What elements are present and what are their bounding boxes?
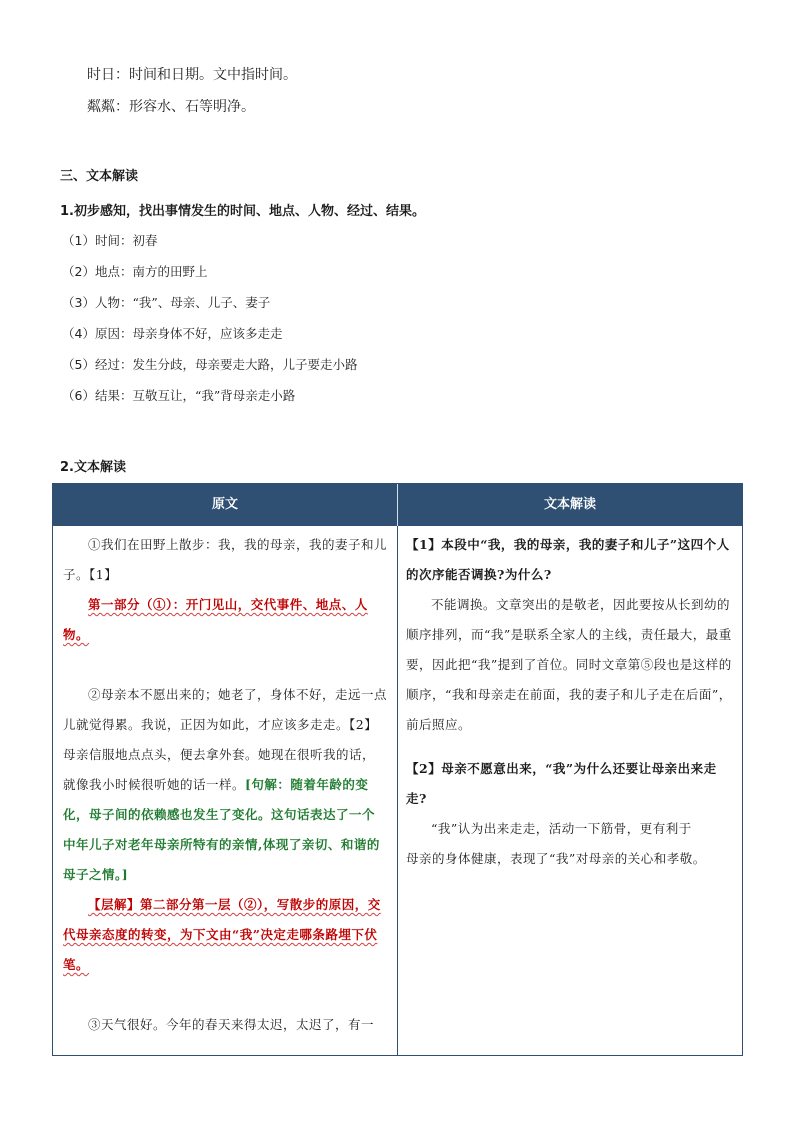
fact-list bbox=[62, 232, 357, 418]
answer-1: 不能调换。文章突出的是敬老，因此要按从长到幼的顺序排列，而“我”是联系全家人的主线，责任最大，最重要，因此把“我”提到了首位。同时文章第⑤段也是这样的顺序，“我和母亲走在前面，我的妻子和儿子走在后面”，前后照应。 bbox=[406, 597, 732, 732]
answer-2-line-2: 母亲的身体健康，表现了“我”对母亲的关心和孝敬。 bbox=[406, 851, 706, 866]
question-2-heading: 2.文本解读 bbox=[60, 460, 126, 475]
paragraph-2: ②母亲本不愿出来的；她老了，身体不好，走远一点儿就觉得累。我说，正因为如此，才应该多走走。【2】母亲信服地点点头，便去拿外套。她现在很听我的话，就像我小时候很听她的话一样。[句解：随着年龄的变化，母子间的依赖感也发生了变化。这句话表达了一个中年儿子对老年母亲所特有的亲情,体现了亲切、和谐的母子之情。] bbox=[63, 687, 388, 882]
table-header bbox=[53, 484, 742, 526]
glossary-item: 时日：时间和日期。文中指时间。 bbox=[87, 67, 297, 83]
column-header-interpretation: 文本解读 bbox=[543, 497, 596, 512]
layer-note: 【层解】第二部分第一层（②），写散步的原因，交代母亲态度的转变，为下文由“我”决定走哪条路埋下伏笔。 bbox=[63, 897, 381, 972]
glossary-term: 粼粼 bbox=[87, 99, 115, 115]
question-1-heading: 1.初步感知，找出事情发生的时间、地点、人物、经过、结果。 bbox=[60, 204, 425, 219]
original-text-cell bbox=[53, 526, 397, 1056]
interpretation-cell bbox=[398, 526, 742, 1056]
sentence-note: [句解：随着年龄的变化，母子间的依赖感也发生了变化。这句话表达了一个中年儿子对老年母亲所特有的亲情,体现了亲切、和谐的母子之情。] bbox=[63, 777, 380, 882]
part-note-1: 第一部分（①）：开门见山，交代事件、地点、人物。 bbox=[63, 597, 368, 642]
question-2: 【2】母亲不愿意出来，“我”为什么还要让母亲出来走走? bbox=[406, 761, 717, 806]
glossary-definition: 时间和日期。文中指时间。 bbox=[129, 67, 297, 83]
fact-item: （3）人物：“我”、母亲、儿子、妻子 bbox=[62, 295, 271, 310]
fact-item: （2）地点：南方的田野上 bbox=[62, 264, 208, 279]
answer-2-line-1: “我”认为出来走走，活动一下筋骨，更有利于 bbox=[431, 821, 692, 836]
paragraph-1: ①我们在田野上散步：我，我的母亲，我的妻子和儿子。【1】 bbox=[63, 537, 388, 582]
glossary-term: 时日 bbox=[87, 67, 115, 83]
fact-item: （6）结果：互敬互让，“我”背母亲走小路 bbox=[62, 388, 296, 403]
glossary-definition: 形容水、石等明净。 bbox=[129, 99, 255, 115]
glossary-item: 粼粼：形容水、石等明净。 bbox=[87, 99, 255, 115]
analysis-table bbox=[52, 483, 743, 1056]
fact-item: （5）经过：发生分歧，母亲要走大路，儿子要走小路 bbox=[62, 357, 358, 372]
fact-item: （4）原因：母亲身体不好，应该多走走 bbox=[62, 326, 283, 341]
section-heading: 三、文本解读 bbox=[60, 169, 139, 184]
question-1: 【1】本段中“我，我的母亲，我的妻子和儿子”这四个人的次序能否调换?为什么? bbox=[406, 537, 730, 582]
column-header-original-text: 原文 bbox=[211, 497, 238, 512]
fact-item: （1）时间：初春 bbox=[62, 233, 158, 248]
paragraph-3: ③天气很好。今年的春天来得太迟，太迟了，有一 bbox=[88, 1017, 375, 1032]
